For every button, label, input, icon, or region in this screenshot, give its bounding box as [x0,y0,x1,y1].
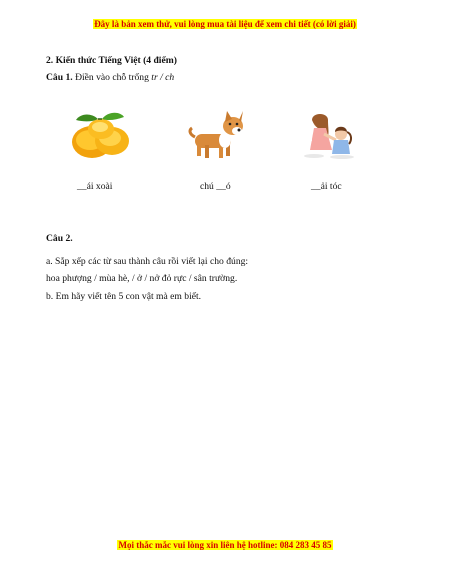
question-2-part-a: a. Sắp xếp các từ sau thành câu rồi viết lại cho đúng: [46,256,249,267]
hair-braiding-icon [300,110,362,162]
preview-notice-text: Đây là bản xem thử, vui lòng mua tài liệu để xem chi tiết (có lời giải) [94,19,356,29]
fill-blank-hair: __ải tóc [311,181,342,192]
fill-blank-mango: __ái xoài [77,181,113,192]
mango-icon [68,110,134,162]
fill-blank-dog: chú __ó [200,181,231,192]
dog-icon [187,110,249,162]
question-1-choices: tr / ch [151,72,175,83]
hotline-text: Mọi thắc mắc vui lòng xin liên hệ hotline: 084 283 45 85 [118,540,332,550]
hotline-banner [0,540,450,550]
question-1-instruction: Điền vào chỗ trống [75,72,149,83]
section-title: 2. Kiến thức Tiếng Việt (4 điểm) [46,55,177,66]
question-2-part-b: b. Em hãy viết tên 5 con vật mà em biết. [46,291,202,302]
question-2-word-list: hoa phượng / mùa hè, / ở / nở đỏ rực / sân trường. [46,273,238,284]
question-2-label: Câu 2. [46,233,73,244]
preview-notice-banner [0,19,450,29]
question-1-label: Câu 1. [46,72,73,83]
question-1-prompt [46,72,174,83]
